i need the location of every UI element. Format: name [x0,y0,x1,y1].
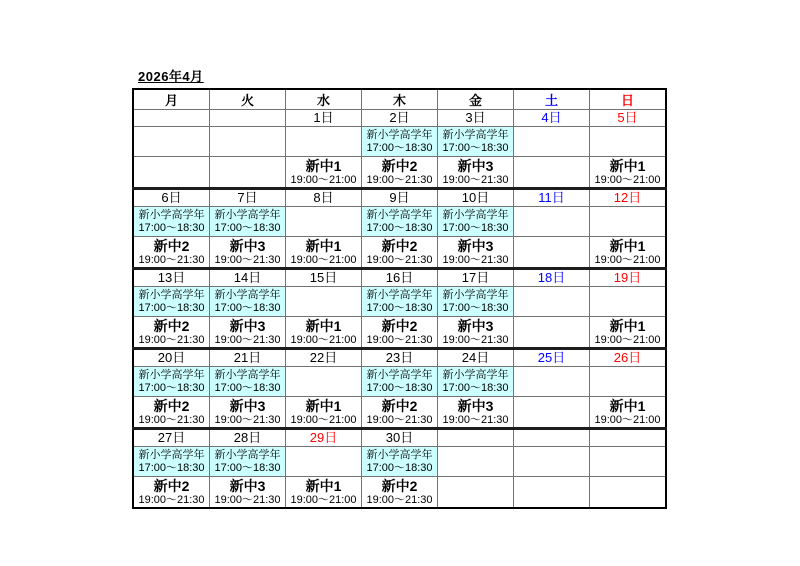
junior-high-lesson-name: 新中2 [381,237,418,254]
elementary-lesson-cell [210,207,286,237]
elementary-lesson-cell [286,367,362,397]
elementary-lesson-name: 新小学高学年 [366,449,433,461]
junior-high-lesson-cell [438,477,514,509]
weekday-header-sat: 土 [514,89,590,110]
junior-high-lesson-cell [514,397,590,429]
junior-high-lesson-cell [362,477,438,509]
junior-high-lesson-cell [210,397,286,429]
elementary-lesson-name: 新小学高学年 [366,209,433,221]
junior-high-lesson-time: 19:00～21:30 [214,493,281,506]
elementary-lesson-cell [286,447,362,477]
elementary-lesson-cell [210,127,286,157]
elementary-lesson-time: 17:00～18:30 [138,462,205,474]
junior-high-lesson-cell [362,237,438,269]
elementary-lesson-name: 新小学高学年 [442,369,509,381]
date-cell: 10日 [438,189,514,207]
elementary-lesson-cell [590,127,667,157]
date-cell [438,429,514,447]
elementary-lesson-cell [438,207,514,237]
junior-high-lesson-name: 新中1 [305,317,342,334]
elementary-lesson-cell [133,287,210,317]
date-cell: 18日 [514,269,590,287]
elementary-lesson-cell [210,367,286,397]
junior-high-lesson-cell [133,397,210,429]
junior-high-lesson-time: 19:00～21:30 [366,253,433,266]
elementary-lesson-time: 17:00～18:30 [366,302,433,314]
junior-high-lesson-name: 新中2 [381,317,418,334]
elementary-lesson-cell [133,207,210,237]
elementary-lesson-time: 17:00～18:30 [442,142,509,154]
elementary-lesson-cell [210,447,286,477]
junior-high-lesson-cell [286,397,362,429]
junior-high-lesson-name: 新中1 [305,477,342,494]
elementary-lesson-time: 17:00～18:30 [214,222,281,234]
junior-high-lesson-cell [438,237,514,269]
elementary-lesson-cell [286,287,362,317]
elementary-lesson-cell [438,447,514,477]
junior-high-lesson-cell [133,157,210,189]
elementary-lesson-name: 新小学高学年 [138,289,205,301]
elementary-lesson-time: 17:00～18:30 [138,382,205,394]
junior-high-lesson-time: 19:00～21:00 [290,173,357,186]
calendar-title: 2026年4月 [138,69,204,84]
elementary-lesson-name: 新小学高学年 [214,449,281,461]
elementary-lesson-cell [438,287,514,317]
junior-high-lesson-time: 19:00～21:30 [138,253,205,266]
elementary-lesson-cell [133,367,210,397]
junior-high-lesson-time: 19:00～21:30 [138,413,205,426]
junior-high-lesson-name: 新中3 [229,397,266,414]
junior-high-lesson-cell [210,237,286,269]
elementary-lesson-cell [362,127,438,157]
elementary-lesson-time: 17:00～18:30 [366,462,433,474]
calendar-page [132,66,667,509]
junior-high-lesson-name: 新中1 [609,317,646,334]
date-cell: 12日 [590,189,667,207]
junior-high-lesson-time: 19:00～21:30 [138,333,205,346]
junior-high-lesson-name: 新中3 [457,397,494,414]
elementary-lesson-cell [362,367,438,397]
date-cell: 1日 [286,110,362,127]
elementary-lesson-cell [438,367,514,397]
elementary-lesson-time: 17:00～18:30 [138,302,205,314]
elementary-lesson-cell [590,287,667,317]
junior-high-lesson-name: 新中2 [153,397,190,414]
date-cell: 2日 [362,110,438,127]
date-cell: 22日 [286,349,362,367]
elementary-lesson-name: 新小学高学年 [366,289,433,301]
elementary-lesson-cell [514,127,590,157]
date-cell: 3日 [438,110,514,127]
junior-high-lesson-time: 19:00～21:30 [442,253,509,266]
junior-high-lesson-name: 新中3 [229,477,266,494]
junior-high-lesson-cell [210,157,286,189]
junior-high-lesson-time: 19:00～21:00 [594,253,661,266]
elementary-lesson-name: 新小学高学年 [138,449,205,461]
junior-high-lesson-name: 新中2 [153,317,190,334]
junior-high-lesson-cell [514,237,590,269]
elementary-lesson-name: 新小学高学年 [366,129,433,141]
date-cell: 6日 [133,189,210,207]
junior-high-lesson-cell [590,237,667,269]
date-cell: 28日 [210,429,286,447]
elementary-lesson-cell [514,207,590,237]
date-cell [590,429,667,447]
junior-high-lesson-cell [438,397,514,429]
junior-high-lesson-time: 19:00～21:30 [214,333,281,346]
date-cell: 23日 [362,349,438,367]
junior-high-lesson-name: 新中1 [305,157,342,174]
junior-high-lesson-cell [590,397,667,429]
elementary-lesson-name: 新小学高学年 [442,129,509,141]
weekday-header-fri: 金 [438,89,514,110]
junior-high-lesson-name: 新中2 [153,237,190,254]
date-cell: 26日 [590,349,667,367]
date-cell: 8日 [286,189,362,207]
elementary-lesson-time: 17:00～18:30 [366,142,433,154]
elementary-lesson-cell [286,127,362,157]
elementary-lesson-name: 新小学高学年 [214,289,281,301]
elementary-lesson-cell [438,127,514,157]
calendar-table [132,88,667,509]
elementary-lesson-name: 新小学高学年 [442,209,509,221]
junior-high-lesson-time: 19:00～21:30 [366,413,433,426]
date-cell: 19日 [590,269,667,287]
junior-high-lesson-time: 19:00～21:30 [366,493,433,506]
junior-high-lesson-name: 新中1 [609,397,646,414]
junior-high-lesson-time: 19:00～21:00 [594,413,661,426]
junior-high-lesson-time: 19:00～21:30 [442,333,509,346]
weekday-header-tue: 火 [210,89,286,110]
date-cell: 13日 [133,269,210,287]
elementary-lesson-time: 17:00～18:30 [366,382,433,394]
elementary-lesson-cell [590,447,667,477]
weekday-header-row [133,89,666,110]
elementary-lesson-name: 新小学高学年 [442,289,509,301]
elementary-lesson-cell [210,287,286,317]
elementary-lesson-cell [362,447,438,477]
junior-high-lesson-name: 新中3 [457,317,494,334]
junior-high-lesson-cell [286,237,362,269]
date-cell [133,110,210,127]
junior-high-lesson-time: 19:00～21:30 [138,493,205,506]
junior-high-lesson-time: 19:00～21:30 [442,413,509,426]
elementary-lesson-cell [362,287,438,317]
elementary-lesson-time: 17:00～18:30 [214,462,281,474]
junior-high-lesson-cell [133,237,210,269]
date-cell [514,429,590,447]
elementary-lesson-time: 17:00～18:30 [442,382,509,394]
junior-high-lesson-name: 新中1 [305,237,342,254]
date-cell: 30日 [362,429,438,447]
elementary-lesson-name: 新小学高学年 [214,209,281,221]
junior-high-lesson-name: 新中3 [229,317,266,334]
elementary-lesson-time: 17:00～18:30 [138,222,205,234]
junior-high-lesson-name: 新中2 [153,477,190,494]
date-cell: 20日 [133,349,210,367]
date-cell: 4日 [514,110,590,127]
junior-high-lesson-name: 新中3 [229,237,266,254]
elementary-lesson-cell [590,207,667,237]
date-cell [210,110,286,127]
junior-high-lesson-cell [286,317,362,349]
weekday-header-thu: 木 [362,89,438,110]
elementary-lesson-cell [514,287,590,317]
junior-high-lesson-name: 新中1 [305,397,342,414]
elementary-lesson-time: 17:00～18:30 [214,302,281,314]
junior-high-lesson-time: 19:00～21:30 [214,253,281,266]
elementary-lesson-name: 新小学高学年 [214,369,281,381]
junior-high-lesson-time: 19:00～21:00 [594,173,661,186]
junior-high-lesson-cell [438,317,514,349]
junior-high-lesson-cell [590,477,667,509]
junior-high-lesson-cell [438,157,514,189]
elementary-lesson-cell [514,367,590,397]
junior-high-lesson-cell [286,477,362,509]
weekday-header-sun: 日 [590,89,667,110]
weekday-header-wed: 水 [286,89,362,110]
junior-high-lesson-time: 19:00～21:30 [366,173,433,186]
elementary-lesson-name: 新小学高学年 [138,209,205,221]
junior-high-lesson-cell [362,157,438,189]
calendar-body [133,110,666,509]
junior-high-lesson-cell [590,157,667,189]
date-cell: 17日 [438,269,514,287]
elementary-lesson-cell [286,207,362,237]
elementary-lesson-cell [133,447,210,477]
junior-high-lesson-time: 19:00～21:00 [290,253,357,266]
elementary-lesson-name: 新小学高学年 [366,369,433,381]
date-cell: 11日 [514,189,590,207]
junior-high-lesson-name: 新中2 [381,477,418,494]
junior-high-lesson-cell [133,317,210,349]
date-cell: 24日 [438,349,514,367]
junior-high-lesson-time: 19:00～21:00 [594,333,661,346]
date-cell: 5日 [590,110,667,127]
junior-high-lesson-cell [210,317,286,349]
junior-high-lesson-cell [590,317,667,349]
date-cell: 21日 [210,349,286,367]
junior-high-lesson-cell [514,317,590,349]
date-cell: 27日 [133,429,210,447]
junior-high-lesson-cell [362,397,438,429]
junior-high-lesson-time: 19:00～21:00 [290,413,357,426]
elementary-lesson-time: 17:00～18:30 [366,222,433,234]
junior-high-lesson-time: 19:00～21:00 [290,333,357,346]
date-cell: 16日 [362,269,438,287]
date-cell: 29日 [286,429,362,447]
junior-high-lesson-name: 新中2 [381,397,418,414]
elementary-lesson-time: 17:00～18:30 [442,302,509,314]
junior-high-lesson-cell [514,157,590,189]
junior-high-lesson-cell [362,317,438,349]
elementary-lesson-cell [590,367,667,397]
junior-high-lesson-cell [133,477,210,509]
junior-high-lesson-time: 19:00～21:30 [366,333,433,346]
junior-high-lesson-name: 新中1 [609,157,646,174]
junior-high-lesson-time: 19:00～21:30 [442,173,509,186]
date-cell: 25日 [514,349,590,367]
date-cell: 9日 [362,189,438,207]
junior-high-lesson-name: 新中3 [457,237,494,254]
elementary-lesson-cell [514,447,590,477]
junior-high-lesson-name: 新中1 [609,237,646,254]
junior-high-lesson-cell [210,477,286,509]
elementary-lesson-name: 新小学高学年 [138,369,205,381]
weekday-header-mon: 月 [133,89,210,110]
elementary-lesson-cell [133,127,210,157]
elementary-lesson-time: 17:00～18:30 [442,222,509,234]
junior-high-lesson-name: 新中2 [381,157,418,174]
junior-high-lesson-time: 19:00～21:30 [214,413,281,426]
date-cell: 14日 [210,269,286,287]
junior-high-lesson-cell [286,157,362,189]
date-cell: 15日 [286,269,362,287]
elementary-lesson-time: 17:00～18:30 [214,382,281,394]
junior-high-lesson-cell [514,477,590,509]
elementary-lesson-cell [362,207,438,237]
junior-high-lesson-time: 19:00～21:00 [290,493,357,506]
date-cell: 7日 [210,189,286,207]
junior-high-lesson-name: 新中3 [457,157,494,174]
